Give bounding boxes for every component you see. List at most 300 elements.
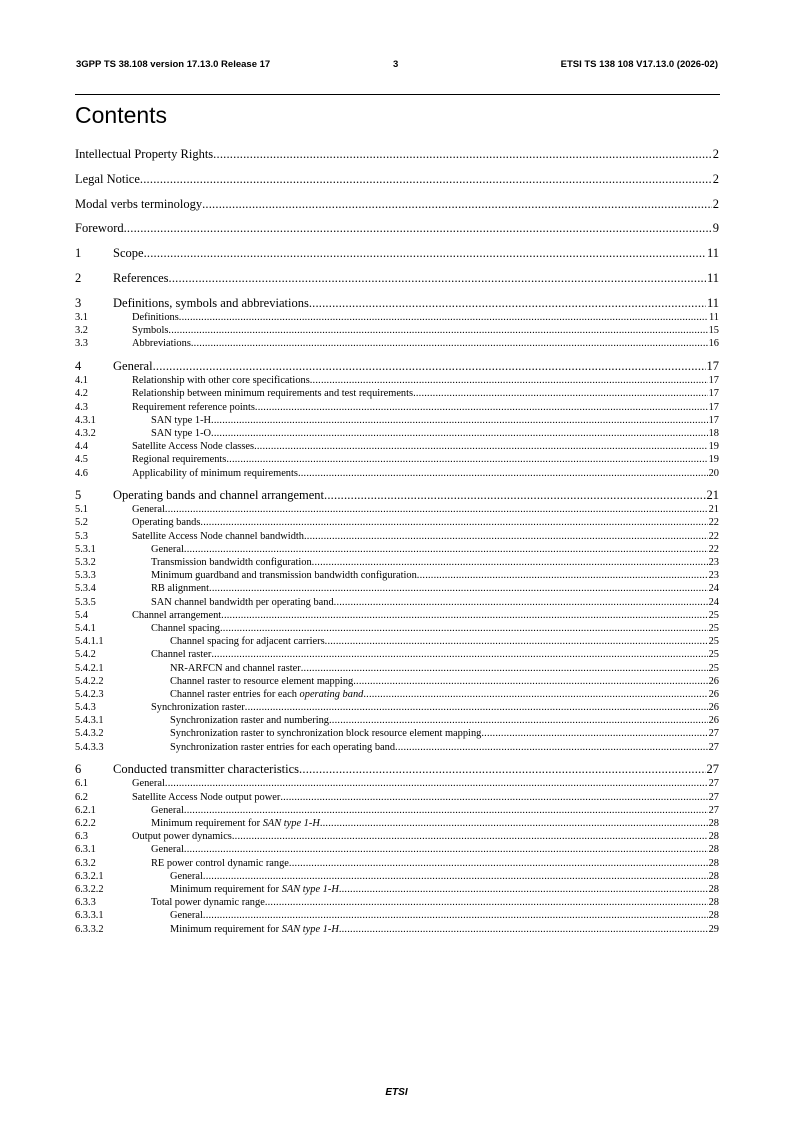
toc-dot-leader [413,387,708,400]
toc-entry[interactable] [75,870,719,883]
toc-dot-leader [280,791,707,804]
toc-entry-number: 5 [75,487,82,502]
toc-entry-title [151,582,209,595]
toc-entry[interactable] [75,543,719,556]
toc-entry-title-text: General [132,504,165,516]
toc-entry[interactable] [75,830,719,843]
toc-entry-title [151,427,211,440]
toc-entry[interactable] [75,688,719,701]
toc-entry-title [151,804,184,817]
toc-dot-leader [203,909,708,922]
toc-entry-title-text: RB alignment [151,583,210,595]
toc-entry-title [170,675,353,688]
toc-dot-leader [209,582,708,595]
toc-entry-title-text: Definitions, symbols and abbreviations [113,295,309,310]
toc-entry-title [151,596,334,609]
toc-entry-page: 25 [708,609,719,621]
toc-entry-page: 11 [708,312,719,324]
toc-entry-number: 6.3.3.2 [75,923,104,935]
toc-entry-page: 28 [708,857,719,869]
toc-entry-title [170,909,203,922]
toc-entry-title [132,791,280,804]
toc-entry-title-italic: SAN type 1-H [281,883,339,895]
toc-entry-title [113,761,299,777]
toc-entry-page: 25 [708,649,719,661]
toc-entry-title-text: Foreword [75,221,124,236]
toc-entry[interactable] [75,843,719,856]
toc-entry-number: 5.3.3 [75,570,96,582]
toc-entry-title-text: General [151,844,184,856]
toc-entry-title-text: Requirement reference points [132,401,255,413]
toc-entry-page: 22 [708,530,719,542]
toc-entry[interactable] [75,556,719,569]
toc-entry-title-text: Applicability of minimum requirements [132,467,298,479]
toc-entry-title-text: Operating bands and channel arrangement [113,487,325,502]
toc-entry-page: 18 [708,427,719,439]
toc-entry-title-text: Operating bands [132,517,201,529]
toc-entry-title-text: Minimum requirement for [151,818,263,829]
toc-entry[interactable] [75,857,719,870]
toc-entry-number: 4.3 [75,401,88,413]
toc-entry-title-text: SAN channel bandwidth per operating band [151,596,334,608]
toc-dot-leader [184,543,708,556]
toc-entry-page: 27 [708,741,719,753]
toc-entry-page: 28 [708,883,719,895]
toc-entry[interactable] [75,714,719,727]
toc-entry-title [132,440,254,453]
toc-entry[interactable] [75,171,719,187]
toc-dot-leader [220,622,708,635]
toc-entry-number: 6.3.2 [75,857,96,869]
toc-entry-title [151,701,245,714]
toc-entry-page: 26 [708,688,719,700]
toc-entry-number: 5.3.1 [75,543,96,555]
toc-dot-leader [169,270,706,286]
toc-entry-title-text: Abbreviations [132,338,191,350]
toc-entry-page: 25 [708,662,719,674]
toc-dot-leader [200,516,707,529]
toc-entry-title-text: Channel spacing [151,622,220,634]
toc-entry-title-italic: SAN type 1-H [262,818,320,829]
toc-entry-number: 6.2.1 [75,804,96,816]
toc-entry[interactable] [75,569,719,582]
toc-entry-number: 5.4.2.2 [75,675,104,687]
toc-entry-title-text: Satellite Access Node output power [132,791,281,803]
toc-entry-title [132,467,298,480]
toc-entry-title-text: Channel arrangement [132,609,222,621]
toc-entry-title-text: Output power dynamics [132,831,232,843]
toc-entry-title-text: General [151,804,184,816]
toc-entry-page: 17 [708,414,719,426]
toc-entry-title [132,609,221,622]
toc-entry-page: 2 [712,196,719,211]
toc-entry-page: 29 [708,923,719,935]
toc-entry-page: 24 [708,583,719,595]
toc-entry[interactable] [75,635,719,648]
toc-dot-leader [265,896,708,909]
toc-entry-number: 4.1 [75,375,88,387]
toc-entry-title-text: Regional requirements [132,454,227,466]
toc-entry-title [151,569,417,582]
toc-entry-page: 27 [708,804,719,816]
toc-entry-title [170,883,339,896]
toc-dot-leader [211,648,707,661]
toc-entry-number: 3.1 [75,312,88,324]
toc-dot-leader [310,374,708,387]
toc-entry-page: 2 [712,171,719,186]
toc-entry-page: 25 [708,636,719,648]
toc-entry-title [132,401,255,414]
toc-entry[interactable] [75,270,719,286]
toc-entry-title-text: Satellite Access Node channel bandwidth [132,530,304,542]
toc-entry-page: 27 [708,778,719,790]
toc-dot-leader [320,817,708,830]
toc-entry-title-text: Relationship with other core specifications [132,375,310,387]
toc-entry-title [75,171,140,187]
toc-entry-title-text: Definitions [132,312,179,324]
toc-entry[interactable] [75,453,719,466]
toc-entry-page: 21 [708,504,719,516]
toc-entry-title-text: Relationship between minimum requirements and test requirements [132,388,414,400]
toc-entry-number: 6.1 [75,778,88,790]
toc-dot-leader [339,883,708,896]
toc-entry-number: 5.4.3.1 [75,715,104,727]
toc-entry-page: 11 [706,246,719,261]
toc-dot-leader [289,857,708,870]
toc-entry[interactable] [75,530,719,543]
toc-entry-page: 28 [708,897,719,909]
toc-dot-leader [353,675,707,688]
toc-entry-title [75,220,124,236]
toc-entry-title [113,358,153,374]
toc-dot-leader [168,324,707,337]
toc-dot-leader [211,427,708,440]
toc-dot-leader [325,635,708,648]
toc-entry[interactable] [75,427,719,440]
toc-dot-leader [395,741,708,754]
toc-entry-title-text: Intellectual Property Rights [75,147,214,161]
toc-entry-title [132,311,179,324]
toc-entry-page: 15 [708,325,719,337]
toc-entry-title-text: Synchronization raster and numbering [170,715,329,727]
toc-entry[interactable] [75,662,719,675]
toc-dot-leader [309,295,706,311]
toc-dot-leader [226,453,707,466]
toc-entry-title [170,714,329,727]
toc-entry-number: 6.3.3 [75,897,96,909]
toc-entry-page: 9 [712,221,719,236]
toc-entry-page: 19 [708,441,719,453]
toc-entry-number: 5.3 [75,530,88,542]
toc-entry-title [151,817,320,830]
toc-entry-title-text: Channel raster to resource element mapping [170,675,354,687]
toc-entry-page: 27 [708,728,719,740]
toc-dot-leader [417,569,708,582]
toc-entry-number: 3.3 [75,338,88,350]
toc-dot-leader [184,804,708,817]
toc-entry-page: 17 [708,388,719,400]
toc-entry-page: 22 [708,543,719,555]
toc-entry-number: 4.6 [75,467,88,479]
toc-entry-title-text: References [113,270,169,285]
toc-entry-title-text: Conducted transmitter characteristics [113,762,300,777]
toc-entry[interactable] [75,503,719,516]
toc-entry-page: 17 [706,358,719,373]
toc-entry-title-text: General [132,778,165,790]
toc-entry-title [151,857,289,870]
toc-entry-title [132,374,310,387]
toc-entry-page: 28 [708,870,719,882]
toc-entry-title-text: Legal Notice [75,171,140,186]
table-of-contents [75,146,719,936]
toc-entry-title [151,556,312,569]
toc-entry[interactable] [75,609,719,622]
toc-entry-title [132,337,191,350]
toc-entry-title [170,688,363,701]
toc-entry[interactable] [75,245,719,261]
toc-entry-page: 11 [706,270,719,285]
toc-entry-title-text: Minimum requirement for [170,883,282,895]
page-title: Contents [75,102,168,128]
toc-dot-leader [301,662,708,675]
footer-etsi: ETSI [385,1087,408,1098]
toc-entry-title-text: SAN type 1-H [151,414,212,426]
toc-entry-title-text: Minimum guardband and transmission bandwidth configuration [151,570,417,582]
toc-entry-number: 5.3.5 [75,596,96,608]
toc-entry-title [132,324,168,337]
toc-entry-page: 11 [706,295,719,310]
toc-entry-title [151,622,220,635]
toc-dot-leader [184,843,708,856]
toc-dot-leader [334,596,708,609]
toc-entry-title-text: Minimum requirement for [170,923,282,935]
toc-entry-number: 5.4.1 [75,622,96,634]
toc-dot-leader [211,414,708,427]
toc-entry-page: 28 [708,910,719,922]
toc-entry-page: 2 [712,147,719,161]
toc-entry[interactable] [75,804,719,817]
toc-entry[interactable] [75,701,719,714]
toc-entry-number: 5.3.2 [75,557,96,569]
toc-entry-number: 6.3 [75,831,88,843]
toc-entry[interactable] [75,582,719,595]
toc-dot-leader [363,688,707,701]
toc-dot-leader [221,609,707,622]
toc-entry-title-text: General [113,358,153,373]
toc-entry-number: 1 [75,246,82,261]
toc-dot-leader [191,337,708,350]
toc-entry[interactable] [75,220,719,236]
toc-entry-title-text: Scope [113,246,144,261]
toc-dot-leader [179,311,708,324]
toc-entry-page: 17 [708,401,719,413]
toc-entry-page: 16 [708,338,719,350]
toc-entry-page: 21 [706,487,719,502]
toc-entry[interactable] [75,324,719,337]
toc-entry-title [170,727,481,740]
toc-entry-title-text: NR-ARFCN and channel raster [170,662,301,674]
toc-entry-title-text: Total power dynamic range [151,897,265,909]
toc-entry[interactable] [75,596,719,609]
toc-dot-leader [165,777,708,790]
toc-entry-number: 4 [75,358,82,373]
toc-entry-number: 4.3.2 [75,427,96,439]
toc-entry-title-text: Transmission bandwidth configuration [151,557,312,569]
toc-entry[interactable] [75,358,719,374]
toc-entry[interactable] [75,791,719,804]
toc-entry-number: 5.2 [75,517,88,529]
toc-entry-title [132,777,165,790]
toc-dot-leader [254,440,708,453]
toc-entry-title [132,530,304,543]
toc-entry[interactable] [75,374,719,387]
toc-dot-leader [255,401,708,414]
toc-entry-title-text: General [151,543,184,555]
toc-entry-number: 6.3.3.1 [75,910,104,922]
toc-entry-title-text: Symbols [132,325,169,337]
toc-entry[interactable] [75,414,719,427]
toc-dot-leader [203,870,708,883]
toc-entry[interactable] [75,741,719,754]
toc-entry-title-text: General [170,870,203,882]
toc-entry[interactable] [75,387,719,400]
toc-entry-title [132,503,165,516]
toc-entry-page: 20 [708,467,719,479]
toc-entry-number: 5.4.2 [75,649,96,661]
toc-entry-page: 28 [708,844,719,856]
toc-entry-title-text: Modal verbs terminology [75,196,203,211]
toc-entry[interactable] [75,487,719,503]
toc-entry[interactable] [75,909,719,922]
toc-entry-page: 17 [708,375,719,387]
toc-entry-page: 19 [708,454,719,466]
header-etsi-reference: ETSI TS 138 108 V17.13.0 (2026-02) [560,59,718,70]
toc-entry-title [151,414,211,427]
toc-entry-title-text: Channel raster entries for each [170,688,300,700]
toc-entry[interactable] [75,440,719,453]
toc-entry-title [132,830,232,843]
toc-entry-number: 5.4.3 [75,702,96,714]
toc-entry-page: 26 [708,702,719,714]
toc-dot-leader [140,171,712,187]
toc-entry-number: 6.3.2.2 [75,883,104,895]
toc-entry-number: 2 [75,270,82,285]
toc-dot-leader [245,701,708,714]
toc-entry-title-italic: SAN type 1-H [281,923,339,935]
toc-entry[interactable] [75,516,719,529]
toc-entry-title [151,543,184,556]
toc-dot-leader [202,196,712,212]
toc-entry-number: 5.4.2.1 [75,662,104,674]
toc-entry[interactable] [75,883,719,896]
toc-entry-page: 28 [708,818,719,829]
toc-entry-number: 5.4.3.3 [75,741,104,753]
toc-dot-leader [213,146,712,162]
toc-entry-title [113,245,144,261]
toc-entry-number: 5.4.2.3 [75,688,104,700]
toc-entry-number: 5.4.1.1 [75,636,104,648]
toc-entry-title [75,196,202,212]
toc-entry-title-text: Synchronization raster entries for each operating band [170,741,396,753]
toc-entry-title [113,270,169,286]
header-divider [75,94,720,95]
toc-entry-page: 26 [708,675,719,687]
toc-entry-page: 27 [708,791,719,803]
toc-entry[interactable] [75,896,719,909]
toc-entry[interactable] [75,295,719,311]
toc-entry-number: 5.4.3.2 [75,728,104,740]
toc-dot-leader [144,245,706,261]
toc-entry[interactable] [75,817,719,830]
toc-entry[interactable] [75,146,719,162]
toc-dot-leader [124,220,712,236]
toc-entry-title-text: Channel spacing for adjacent carriers [170,636,325,648]
toc-entry[interactable] [75,622,719,635]
toc-entry-title [113,295,309,311]
toc-entry-title [113,487,324,503]
toc-dot-leader [329,714,708,727]
toc-entry-number: 5.4 [75,609,88,621]
toc-entry-page: 23 [708,570,719,582]
toc-entry-title [75,146,213,162]
toc-dot-leader [153,358,706,374]
toc-entry-title-text: Satellite Access Node classes [132,441,255,453]
toc-entry-number: 5.1 [75,504,88,516]
toc-entry-title-text: Synchronization raster to synchronization block resource element mapping [170,728,482,740]
toc-entry[interactable] [75,196,719,212]
toc-dot-leader [481,727,707,740]
toc-entry-page: 22 [708,517,719,529]
toc-entry-page: 27 [706,762,719,777]
toc-entry-title-text: General [170,910,203,922]
toc-entry-title-text: Synchronization raster [151,702,245,714]
toc-dot-leader [312,556,708,569]
toc-entry-title-text: RE power control dynamic range [151,857,289,869]
toc-entry-title [132,516,200,529]
toc-entry[interactable] [75,401,719,414]
toc-entry[interactable] [75,727,719,740]
toc-entry[interactable] [75,923,719,936]
toc-entry-number: 6.2.2 [75,818,96,829]
toc-entry-title [170,870,203,883]
toc-entry-page: 28 [708,831,719,843]
toc-entry[interactable] [75,467,719,480]
toc-entry-number: 3.2 [75,325,88,337]
toc-entry[interactable] [75,675,719,688]
toc-entry-number: 6.3.1 [75,844,96,856]
toc-entry[interactable] [75,311,719,324]
toc-entry-number: 4.5 [75,454,88,466]
toc-entry-number: 4.2 [75,388,88,400]
toc-entry-page: 26 [708,715,719,727]
toc-entry-number: 3 [75,295,82,310]
toc-entry-number: 4.3.1 [75,414,96,426]
toc-entry-title [151,648,211,661]
toc-entry[interactable] [75,777,719,790]
toc-entry-title [151,843,184,856]
toc-entry-number: 6.2 [75,791,88,803]
toc-entry[interactable] [75,761,719,777]
toc-entry[interactable] [75,337,719,350]
toc-entry-title [151,896,265,909]
toc-dot-leader [324,487,705,503]
toc-entry-number: 6 [75,762,82,777]
toc-entry-number: 4.4 [75,441,88,453]
toc-entry-title-text: SAN type 1-O [151,427,212,439]
toc-entry[interactable] [75,648,719,661]
toc-dot-leader [165,503,708,516]
toc-entry-page: 24 [708,596,719,608]
